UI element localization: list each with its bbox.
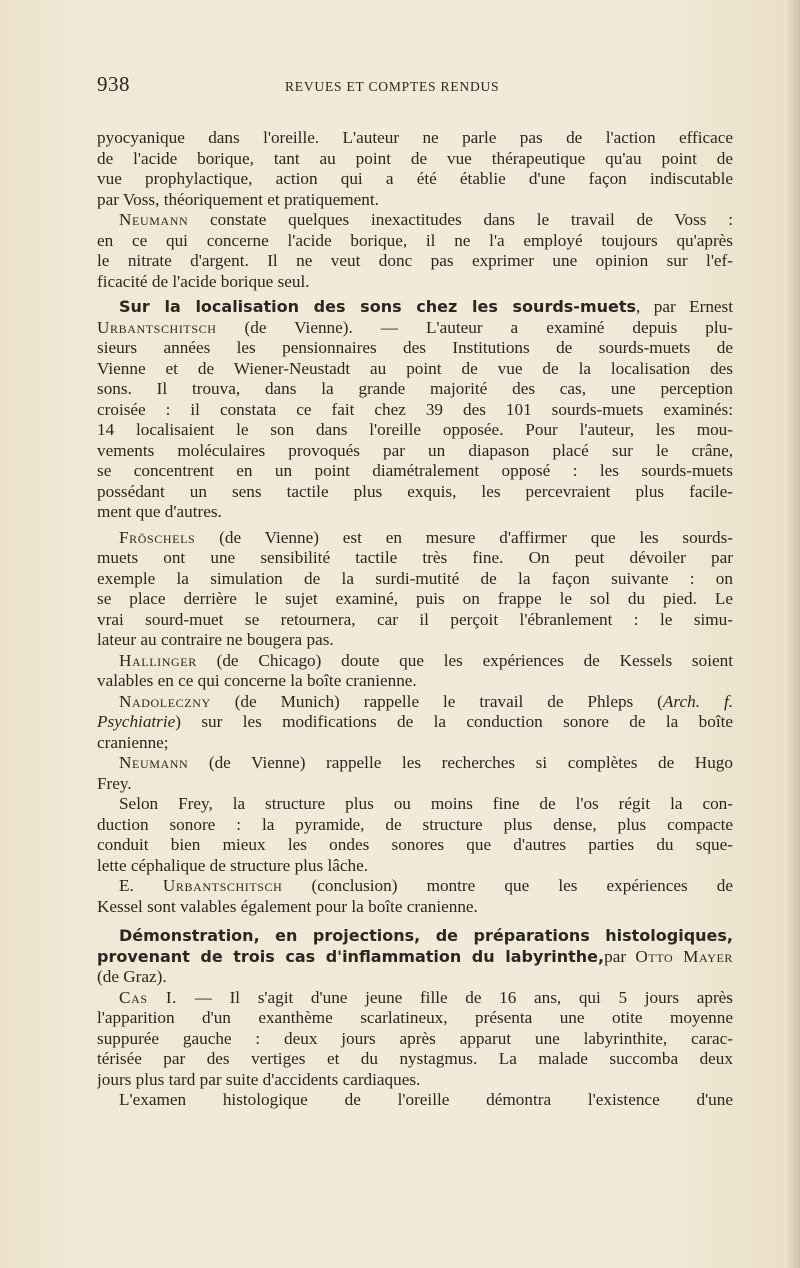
section-title: Démonstration, en projections, de préparations histologiques,: [119, 926, 733, 945]
text-segment: (de Vienne) est en mesure d'affirmer que les sourds-: [195, 527, 733, 547]
paragraph-gap: [97, 917, 733, 926]
text-line: muets ont une sensibilité tactile très fine. On peut dévoiler par: [97, 548, 733, 567]
text-line: lateur au contraire ne bougera pas.: [97, 630, 334, 649]
text-segment: ) sur les modifications de la conduction sonore de la boîte: [175, 712, 733, 731]
text-segment: (conclusion) montre que les expériences de: [282, 876, 733, 895]
text-line: l'apparition d'un exanthème scarlatineux, présenta une otite moyenne: [97, 1008, 733, 1027]
section-title: Sur la localisation des sons chez les sourds-muets: [119, 297, 637, 316]
text-line: [97, 712, 733, 733]
text-segment: (de Chicago) doute que les expériences de Kessels soient: [196, 650, 733, 670]
text-line: exemple la simulation de la surdi-mutité de la façon suivante : on: [97, 568, 733, 588]
body-text: [97, 128, 733, 1111]
text-line: (de Graz).: [97, 967, 167, 986]
text-line: vrai sourd-muet se retournera, car il perçoit l'ébranlement : le simu-: [97, 609, 733, 629]
text-line: lette céphalique de structure plus lâche.: [97, 855, 369, 875]
page-number: 938: [97, 72, 130, 96]
running-head: REVUES ET COMPTES RENDUS: [285, 79, 500, 94]
text-line: suppurée gauche : deux jours après apparut une labyrinthite, carac-: [97, 1028, 733, 1048]
text-line: se place derrière le sujet examiné, puis on frappe le sol du pied. Le: [97, 589, 733, 608]
author-name: Nadoleczny: [119, 691, 211, 711]
text-line: Selon Frey, la structure plus ou moins fine de l'os régit la con-: [119, 794, 733, 813]
text-line: jours plus tard par suite d'accidents cardiaques.: [97, 1069, 421, 1089]
text-line: valables en ce qui concerne la boîte cranienne.: [97, 671, 417, 690]
text-line: L'examen histologique de l'oreille démontra l'existence d'une: [119, 1090, 733, 1109]
text-segment: constate quelques inexactitudes dans le travail de Voss :: [188, 210, 733, 229]
author-name: Urbantschitsch: [162, 876, 283, 895]
text-line: duction sonore : la pyramide, de structure plus dense, plus compacte: [97, 814, 733, 834]
text-line: en ce qui concerne l'acide borique, il ne l'a employé toujours qu'après: [97, 230, 733, 250]
text-line: [97, 210, 733, 231]
text-segment: E.: [119, 876, 163, 895]
text-line: térisée par des vertiges et du nystagmus. La malade succomba deux: [97, 1049, 733, 1068]
page-edge-shadow: [786, 0, 800, 1268]
text-segment: par: [604, 946, 636, 966]
author-name: Neumann: [119, 210, 189, 229]
text-line: sieurs années les pensionnaires des Institutions de sourds-muets de: [97, 338, 733, 357]
text-line: Kessel sont valables également pour la boîte cranienne.: [97, 896, 478, 916]
text-line: croisée : il constata ce fait chez 39 des 101 sourds-muets examinés:: [97, 399, 733, 419]
text-line: vements moléculaires provoqués par un diapason placé sur le crâne,: [97, 440, 733, 460]
section-title: provenant de trois cas d'inflammation du labyrinthe,: [97, 946, 605, 966]
text-segment: (de Munich) rappelle le travail de Phleps (: [210, 691, 663, 711]
author-name: Otto Mayer: [635, 946, 733, 966]
text-line: sons. Il trouva, dans la grande majorité des cas, une perception: [97, 379, 733, 398]
text-line: [97, 528, 733, 549]
text-line: [97, 753, 733, 774]
text-line: conduit bien mieux les ondes sonores que d'autres parties du sque-: [97, 835, 733, 854]
text-segment: (de Vienne) rappelle les recherches si complètes de Hugo: [188, 753, 733, 772]
journal-title: Psychiatrie: [97, 712, 176, 731]
text-line: [97, 947, 733, 968]
text-line: vue prophylactique, action qui a été établie d'une façon indiscutable: [97, 169, 733, 188]
text-segment: , par Ernest: [636, 297, 733, 316]
text-line: par Voss, théoriquement et pratiquement.: [97, 189, 379, 209]
journal-title: Arch. f.: [662, 691, 733, 711]
case-label: Cas I.: [119, 987, 178, 1007]
text-line: [97, 926, 733, 947]
text-line: ficacité de l'acide borique seul.: [97, 271, 310, 291]
author-name: Fröschels: [119, 527, 196, 547]
text-line: possédant un sens tactile plus exquis, les percevraient plus facile-: [97, 481, 733, 501]
author-name: Neumann: [119, 753, 189, 772]
text-line: se concentrent en un point diamétralement opposé : les sourds-muets: [97, 461, 733, 480]
text-line: [97, 651, 733, 672]
text-segment: (de Vienne). — L'auteur a examiné depuis plu-: [216, 317, 733, 337]
text-line: [97, 318, 733, 339]
author-name: Urbantschitsch: [97, 317, 217, 337]
text-line: Vienne et de Wiener-Neustadt au point de vue de la localisation des: [97, 358, 733, 378]
text-line: Frey.: [97, 773, 132, 793]
text-line: pyocyanique dans l'oreille. L'auteur ne parle pas de l'action efficace: [97, 128, 733, 147]
text-line: [97, 876, 733, 897]
text-line: [97, 692, 733, 713]
page-header: [97, 72, 732, 102]
text-line: le nitrate d'argent. Il ne veut donc pas exprimer une opinion sur l'ef-: [97, 251, 733, 270]
text-line: de l'acide borique, tant au point de vue thérapeutique qu'au point de: [97, 148, 733, 168]
text-line: cranienne;: [97, 732, 169, 752]
text-line: [97, 988, 733, 1009]
author-name: Hallinger: [119, 650, 197, 670]
text-line: [97, 297, 733, 318]
text-line: ment que d'autres.: [97, 502, 222, 521]
text-segment: — Il s'agit d'une jeune fille de 16 ans, qui 5 jours après: [177, 987, 733, 1007]
text-line: 14 localisaient le son dans l'oreille opposée. Pour l'auteur, les mou-: [97, 420, 733, 439]
